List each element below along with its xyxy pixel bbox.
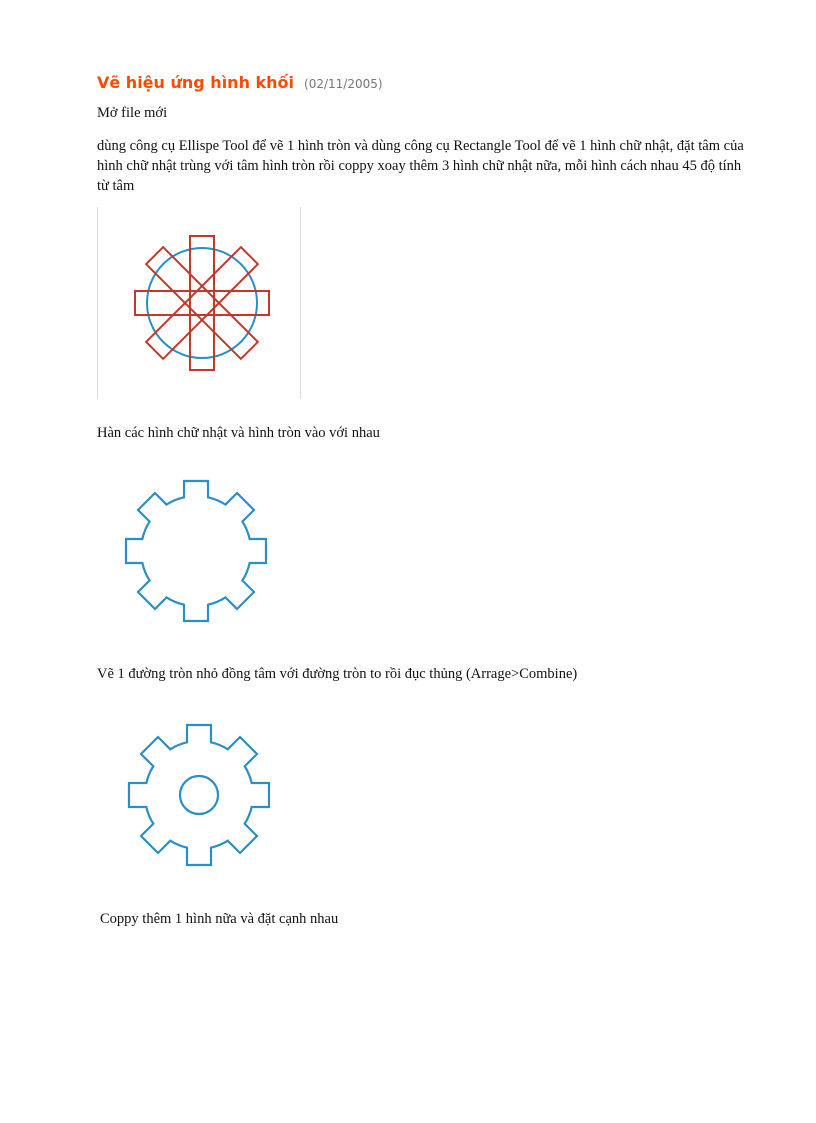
fig3-gear-outline [129, 725, 269, 865]
fig1-rect-3 [135, 291, 269, 315]
paragraph-copy-gear: Coppy thêm 1 hình nữa và đặt cạnh nhau [100, 911, 339, 927]
article-header [97, 73, 383, 93]
paragraph-weld-shapes: Hàn các hình chữ nhật và hình tròn vào với nhau [97, 425, 380, 441]
fig3-svg [120, 708, 280, 878]
gear-outline-illustration [118, 472, 278, 632]
paragraph-open-file: Mở file mới [97, 105, 168, 121]
fig1-rect-group-1 [190, 236, 214, 370]
gear-with-hole-illustration [120, 708, 280, 878]
fig1-circle [147, 248, 257, 358]
fig2-svg [118, 472, 278, 632]
figure-frame-right [300, 207, 301, 399]
paragraph-draw-shapes: dùng công cụ Ellispe Tool để vẽ 1 hình tròn và dùng công cụ Rectangle Tool để vẽ 1 hình chữ nhật, đặt tâm của hình chữ nhật trùng với tâm hình tròn rồi coppy xoay thêm 3 hình chữ nhật nữa, mỗi hình cách nhau 45 độ tính từ tâm [97, 138, 744, 194]
article-date: (02/11/2005) [304, 77, 383, 91]
figure-frame-left [97, 207, 98, 399]
fig1-rect-1 [190, 236, 214, 370]
fig1-rect-group-3 [135, 291, 269, 315]
fig3-center-hole [180, 776, 218, 814]
rectangles-and-circle-illustration [97, 207, 301, 399]
article-title: Vẽ hiệu ứng hình khối [97, 73, 295, 92]
paragraph-punch-hole: Vẽ 1 đường tròn nhỏ đồng tâm với đường tròn to rồi đục thủng (Arrage>Combine) [97, 666, 578, 682]
fig1-svg [97, 207, 301, 399]
fig2-gear-outline [126, 481, 266, 621]
